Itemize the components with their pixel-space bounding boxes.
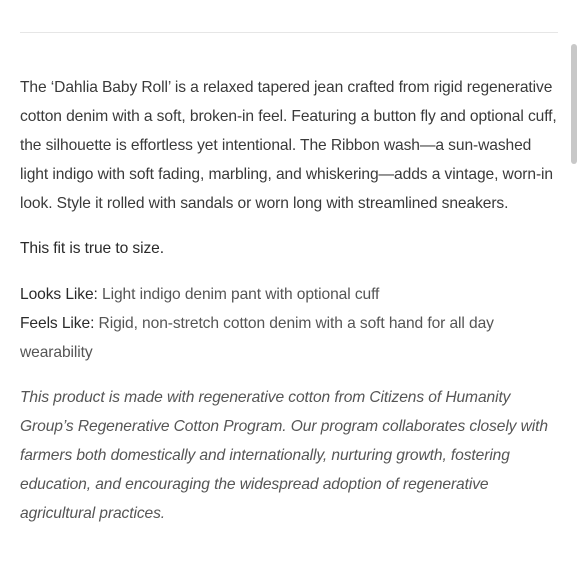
product-description: The ‘Dahlia Baby Roll’ is a relaxed tapered jean crafted from rigid regenerative cotton denim with a soft, broken-in feel. Featuring a button fly and optional cuff, the silhouette is effortless yet intentional. The Ribbon wash—a sun-washed light indigo with soft fading, marbling, and whiskering—adds a vintage, worn-in look. Style it rolled with sandals or worn long with streamlined sneakers. — [20, 79, 557, 212]
spec-value: Rigid, non-stretch cotton denim with a soft hand for all day wearability — [20, 315, 494, 361]
fit-note: This fit is true to size. — [20, 240, 164, 257]
spec-list — [20, 280, 560, 367]
spec-label: Feels Like: — [20, 315, 95, 332]
spec-feels-like — [20, 309, 560, 367]
sustainability-note: This product is made with regenerative cotton from Citizens of Humanity Group’s Regenerative Cotton Program. Our program collaborates closely with farmers both domestically and internationally, nurturing growth, fostering education, and encouraging the widespread adoption of regenerative agricultural practices. — [20, 389, 548, 522]
scrollbar-thumb[interactable] — [571, 44, 577, 164]
spec-looks-like — [20, 280, 560, 309]
section-divider — [20, 32, 558, 33]
spec-value: Light indigo denim pant with optional cuff — [97, 286, 380, 303]
product-description-section — [20, 73, 560, 528]
spec-label: Looks Like: — [20, 286, 98, 303]
